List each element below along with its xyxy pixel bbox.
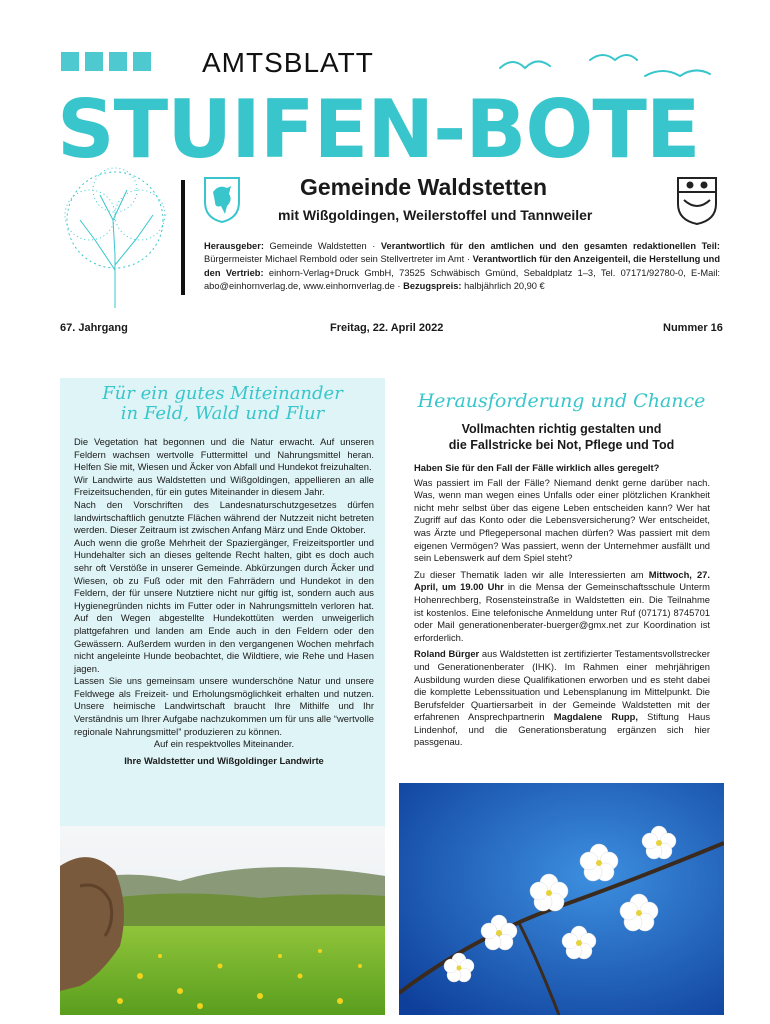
left-paragraph: Lassen Sie uns gemeinsam unsere wunderschöne Natur und unsere Feldwege als Freizeit- und Erholungsmöglichkeit erhalten und nutzen. Unsere heimische Landwirtschaft braucht Ihre Mithilfe und Ihr Verständnis um Ihrer Aufgabe nachzukommen um für uns alle “wertvolle regionale Nahrungsmittel” produzieren zu können. — [74, 675, 374, 737]
right-article-body — [414, 462, 710, 753]
left-article-body — [74, 436, 374, 767]
imprint-text: Bürgermeister Michael Rembold oder sein Stellvertreter im Amt · — [204, 254, 473, 265]
left-paragraph: Nach den Vorschriften des Landesnaturschutzgesetzes dürfen landwirtschaftlich genutzte Flächen während der Nutzzeit nicht betreten werden. Dieser Zeitraum ist zwischen Anfang März und Ende Oktober. — [74, 498, 374, 536]
birds-icon — [495, 48, 715, 88]
volume-label: 67. Jahrgang — [60, 322, 128, 334]
right-text: in die Mensa der Gemeinschaftsschule Unterm Hohenrechberg, Rosensteinstraße in Waldstetten ein. Die Teilnahme ist kostenlos. Eine telefonische Anmeldung unter Ruf (07171) 8745701 oder Mail generationenberater-buerger@gmx.net zur Koordination ist erforderlich. — [414, 581, 710, 643]
subhead-line2: die Fallstricke bei Not, Pflege und Tod — [448, 438, 675, 452]
masthead-title: STUIFEN-BOTE — [57, 83, 700, 176]
right-paragraph — [414, 648, 710, 749]
imprint-label: Verantwortlich für den Anzeigenteil, die Herstellung und den Vertrieb: — [204, 254, 720, 278]
right-paragraph: Was passiert im Fall der Fälle? Niemand denkt gerne darüber nach. Was, wenn man wegen eines Unfalls oder einer plötzlichen Krankheit nicht mehr selbst über das eigene Leben entscheiden kann? Wer hat Zugriff auf das Konto oder die Lebensversicherung? Wer entscheidet, was Ärzte und Pflegepersonal machen dürfen? Was passiert mit dem eigenen Vermögen? Was passiert, wenn der Unternehmer ausfällt und sein Lebenswerk auf dem Spiel steht? — [414, 476, 710, 564]
left-title-line2: in Feld, Wald und Flur — [120, 403, 325, 424]
subhead-line1: Vollmachten richtig gestalten und — [461, 422, 662, 436]
left-article-title — [60, 384, 385, 424]
municipality-name: Gemeinde Waldstetten — [300, 174, 548, 200]
right-article-subhead — [399, 421, 724, 453]
issue-date: Freitag, 22. April 2022 — [330, 322, 444, 334]
right-article-title: Herausforderung und Chance — [417, 390, 706, 412]
left-title-line1: Für ein gutes Miteinander — [102, 383, 343, 404]
left-paragraph: Die Vegetation hat begonnen und die Natur erwacht. Auf unseren Feldern wachsen wertvolle Futtermittel und Nahrungsmittel heran. Helfen Sie mit, Wiesen und Äcker von Abfall und Hundekot freizuhalten. — [74, 436, 374, 473]
person-name: Roland Bürger — [414, 648, 480, 660]
second-coat-of-arms-icon — [676, 176, 718, 226]
masthead-squares — [61, 52, 151, 71]
imprint-label: Bezugspreis: — [403, 281, 462, 292]
left-signature: Ihre Waldstetter und Wißgoldinger Landwirte — [124, 754, 324, 766]
municipality-subtitle: mit Wißgoldingen, Weilerstoffel und Tannweiler — [278, 207, 593, 223]
left-paragraph: Auch wenn die große Mehrheit der Spaziergänger, Freizeitsportler und Hundehalter sich an dieses geltende Recht halten, gibt es doch auch sehr oft Verstöße in unserer Gemeinde. Abkürzungen durch Äcker und Wiesen, ob zu Fuß oder mit den Fahrrädern und Hundekot in den Feldern, der für unsere Nutztiere nicht nur giftig ist, sondern auch aus Hygienegründen nichts im Futter oder in Nahrungsmitteln verloren hat. Auf den Wegen abgestellte Hundekottüten werden unweigerlich plattgefahren und landen am Ende auch in den Feldern oder den Gewässern. Außerdem wurden in den vergangenen Wochen mehrfach nicht angeleinte Hunde beobachtet, die Wildtiere, wie Rehe und Hasen jagen. — [74, 536, 374, 674]
imprint — [204, 240, 720, 294]
issue-number: Nummer 16 — [663, 322, 723, 334]
right-question: Haben Sie für den Fall der Fälle wirklich alles geregelt? — [414, 462, 660, 473]
header-divider — [181, 180, 185, 295]
blossom-photo — [399, 783, 724, 1015]
right-text: Zu dieser Thematik laden wir alle Interessierten am — [414, 568, 649, 580]
tree-illustration — [45, 160, 185, 310]
imprint-label: Verantwortlich für den amtlichen und den gesamten redaktionellen Teil: — [380, 241, 720, 251]
event-date: Mittwoch, 27. April, um 19.00 Uhr — [414, 568, 711, 593]
meadow-photo — [60, 826, 385, 1015]
person-name: Magdalene Rupp, — [553, 711, 638, 723]
left-paragraph: Wir Landwirte aus Waldstetten und Wißgoldingen, appellieren an alle Freizeitsuchenden, für ein gutes Miteinander in diesem Jahr. — [74, 473, 374, 498]
imprint-text: halbjährlich 20,90 € — [461, 281, 545, 292]
imprint-label: Herausgeber: — [204, 241, 264, 251]
right-text: aus Waldstetten ist zertifizierter Testamentsvollstrecker und Generationenberater (IHK). Im Rahmen einer mehrjährigen Ausbildung wurden diese Qualifikationen erworben und es steht dabei die komplette Lebenssituation und Lebensplanung im Mittelpunkt. Die Berufsfelder Quartiersarbeit in der Gemeinde Waldstetten mit der erfahrenen Ansprechpartnerin — [414, 648, 710, 723]
left-closing: Auf ein respektvolles Miteinander. — [153, 738, 295, 750]
right-text: Stiftung Haus Lindenhof, und die Generationsberatung ergänzen sich hier passgenau. — [414, 711, 711, 748]
amtsblatt-label: AMTSBLATT — [202, 47, 374, 78]
right-paragraph — [414, 569, 710, 645]
imprint-text: Gemeinde Waldstetten · — [263, 241, 381, 251]
coat-of-arms-icon — [203, 176, 241, 224]
imprint-text: einhorn-Verlag+Druck GmbH, 73525 Schwäbisch Gmünd, Sebaldplatz 1–3, Tel. 07171/92780-0, E-Mail: abo@einhornverlag.de, www.einhornverlag.de · — [204, 267, 720, 292]
